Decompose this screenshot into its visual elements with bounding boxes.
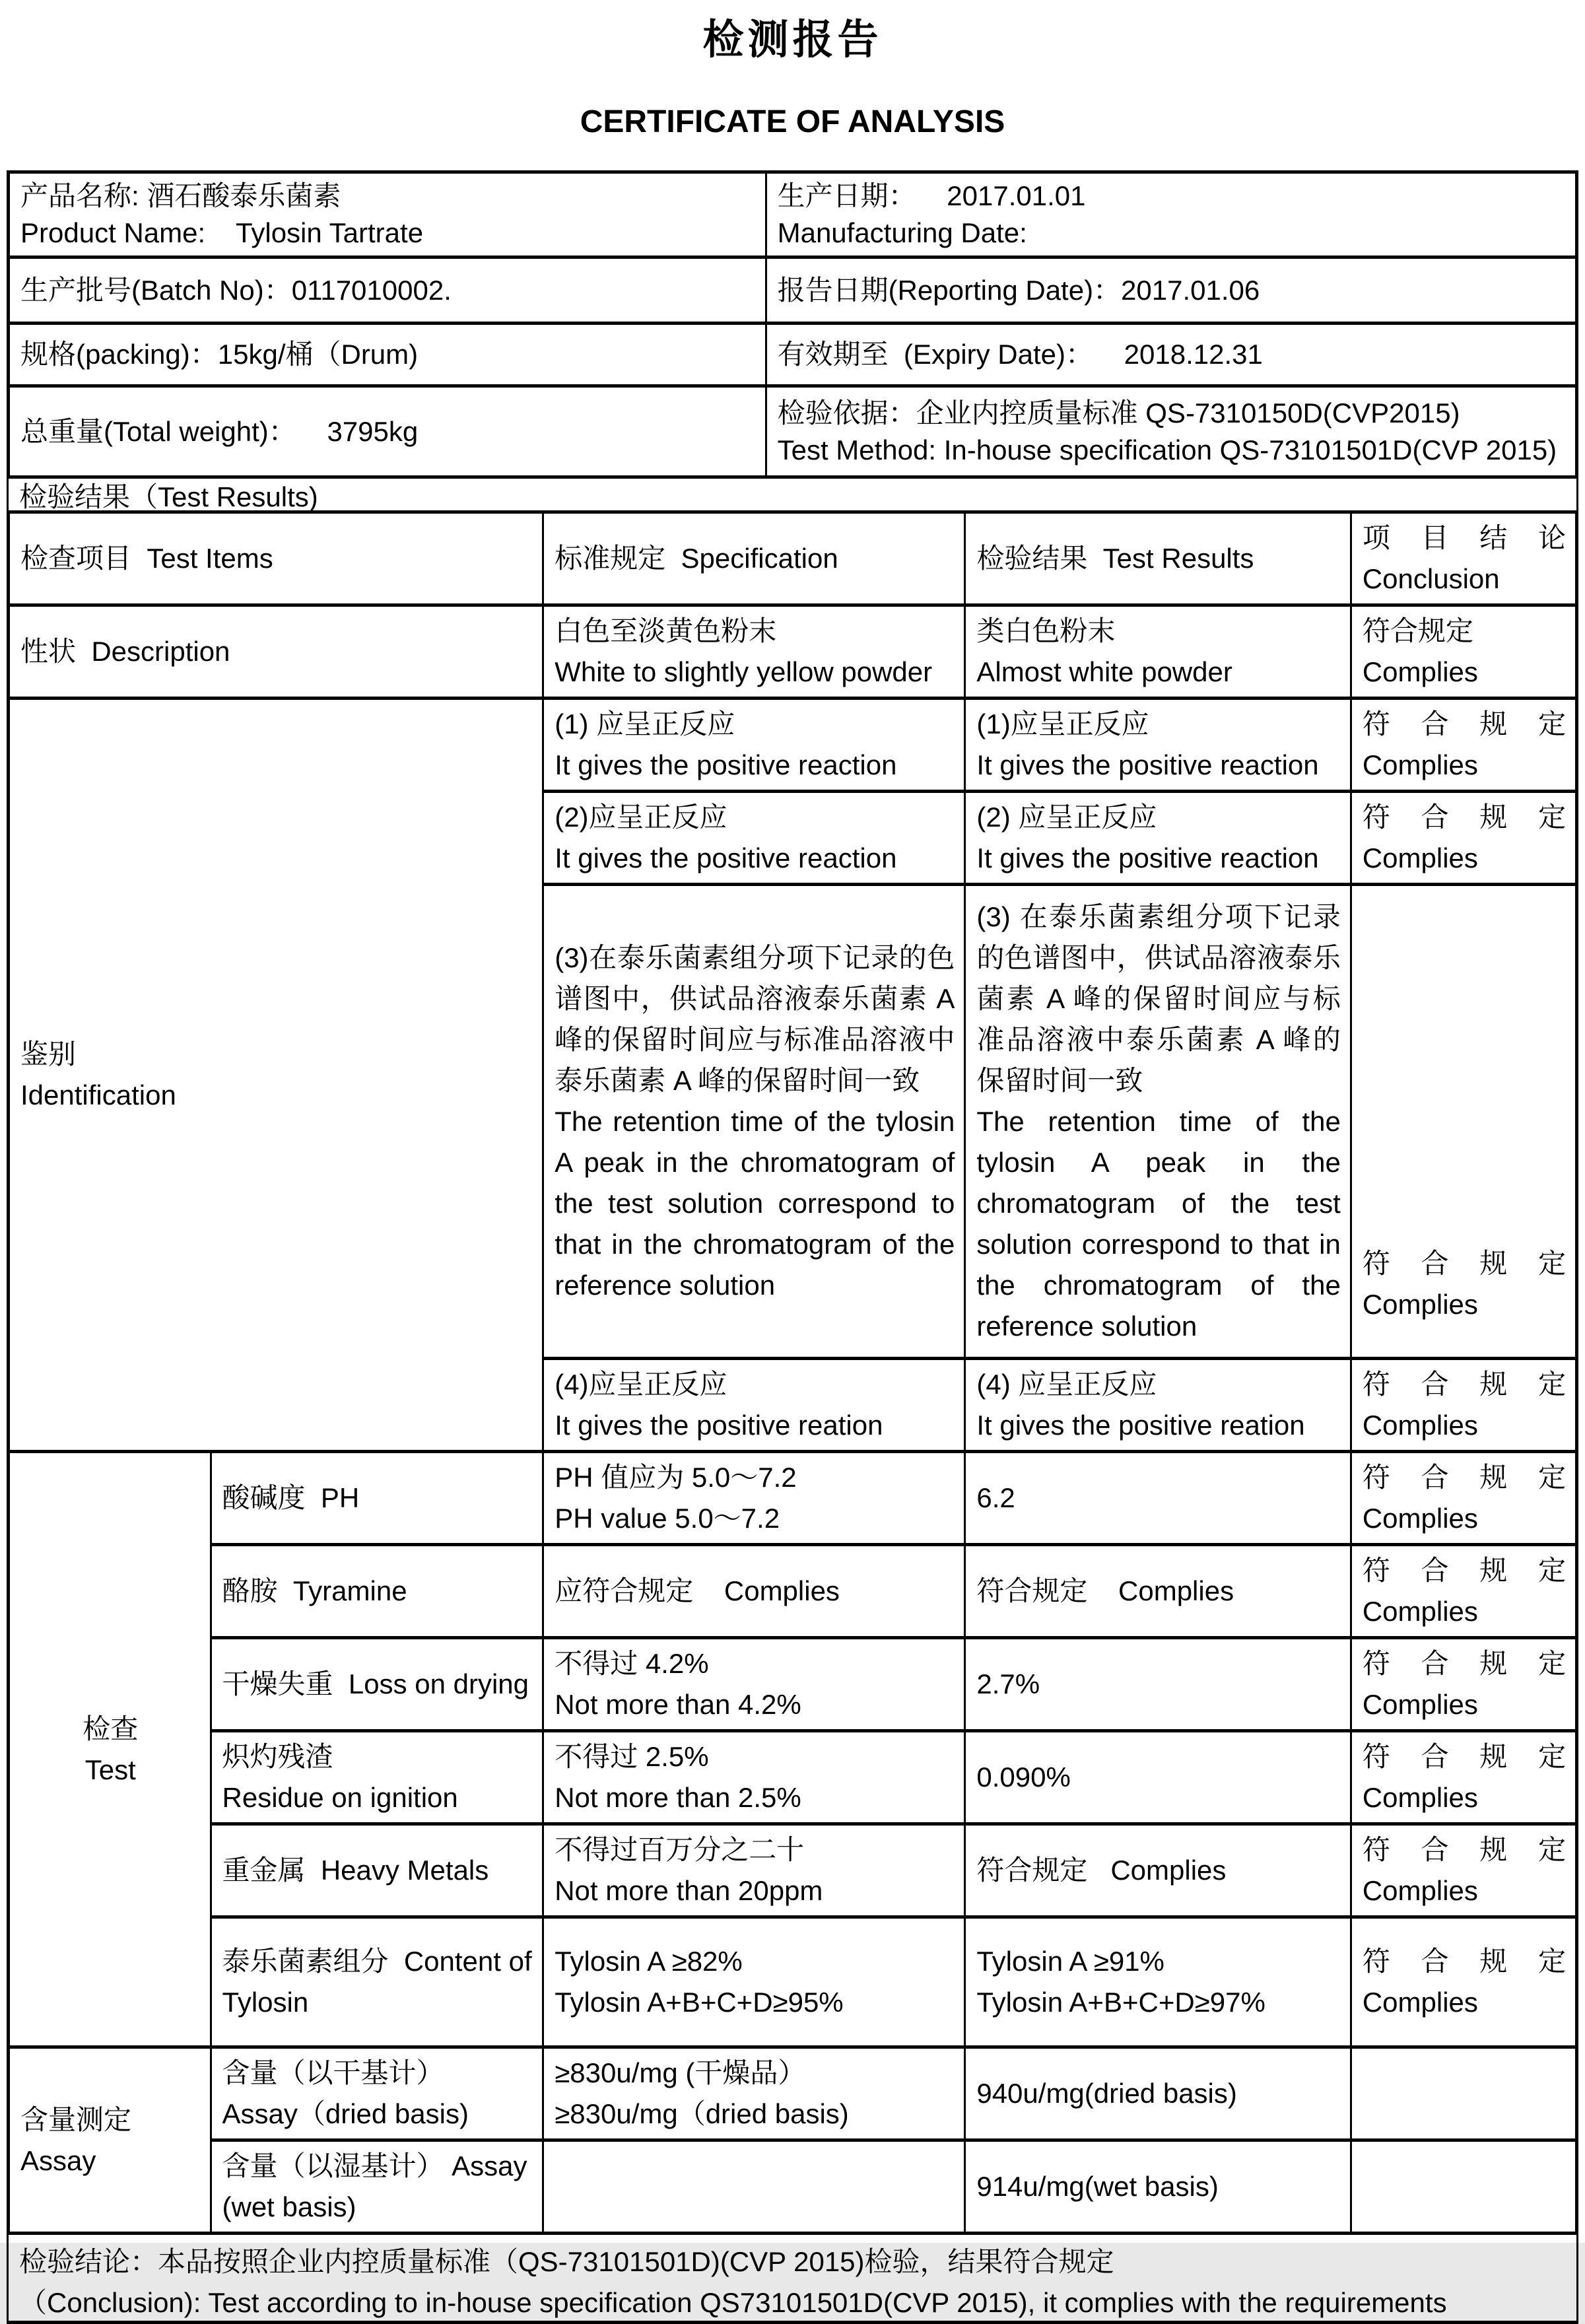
identification-3-conclusion: 符 合 规 定 Complies [1351, 885, 1576, 1359]
manufacturing-date-cell [766, 172, 1576, 257]
ph-conclusion: 符 合 规 定 Complies [1351, 1452, 1576, 1545]
test-section-label: 检查 Test [9, 1452, 211, 2047]
assay-row-wet [9, 2140, 1577, 2234]
heavy-metals-result: 符合规定 Complies [965, 1824, 1351, 1917]
identification-2-conclusion: 符 合 规 定 Complies [1351, 792, 1576, 885]
test-row-loss-on-drying [9, 1638, 1577, 1731]
conclusion-line-cn: 检验结论：本品按照企业内控质量标准（QS-73101501D)(CVP 2015)检验，结果符合规定 [19, 2246, 1114, 2277]
packing-cell [9, 324, 766, 386]
lod-result: 2.7% [965, 1638, 1351, 1731]
tylosin-result: Tylosin A ≥91% Tylosin A+B+C+D≥97% [965, 1917, 1351, 2047]
results-table [7, 510, 1578, 2235]
roi-result: 0.090% [965, 1731, 1351, 1824]
description-row [9, 605, 1577, 699]
tylosin-spec: Tylosin A ≥82% Tylosin A+B+C+D≥95% [543, 1917, 965, 2047]
assay-section-label: 含量测定 Assay [9, 2047, 211, 2234]
identification-label: 鉴别 Identification [9, 699, 543, 1452]
test-method-en: Test Method: In-house specification QS-73101501D(CVP 2015) [777, 434, 1557, 465]
batch-no: 生产批号(Batch No)：0117010002. [20, 274, 452, 306]
lod-item: 干燥失重 Loss on drying [211, 1638, 543, 1731]
reporting-date-cell [766, 257, 1576, 324]
test-row-heavy-metals [9, 1824, 1577, 1917]
assay-dried-result: 940u/mg(dried basis) [965, 2047, 1351, 2140]
test-method-cn: 检验依据：企业内控质量标准 QS-7310150D(CVP2015) [777, 397, 1460, 428]
info-table [7, 170, 1578, 479]
product-name-cn: 产品名称: 酒石酸泰乐菌素 [20, 180, 341, 211]
assay-wet-spec [543, 2140, 965, 2234]
test-row-ph [9, 1452, 1577, 1545]
packing: 规格(packing)：15kg/桶（Drum) [20, 339, 419, 370]
roi-conclusion: 符 合 规 定 Complies [1351, 1731, 1576, 1824]
header-conclusion: 项 目 结 论 Conclusion [1351, 512, 1576, 605]
tyramine-spec: 应符合规定 Complies [543, 1545, 965, 1638]
info-row-3 [9, 324, 1577, 386]
reporting-date: 报告日期(Reporting Date)：2017.01.06 [777, 274, 1260, 306]
page-title-en: CERTIFICATE OF ANALYSIS [580, 104, 1005, 139]
manufacturing-date-cn: 生产日期： 2017.01.01 [777, 180, 1086, 211]
description-result: 类白色粉末 Almost white powder [965, 605, 1351, 699]
description-conclusion: 符合规定 Complies [1351, 605, 1576, 699]
expiry-date: 有效期至 (Expiry Date)： 2018.12.31 [777, 339, 1263, 370]
lod-spec: 不得过 4.2% Not more than 4.2% [543, 1638, 965, 1731]
tylosin-item: 泰乐菌素组分 Content of Tylosin [211, 1917, 543, 2047]
header-test-items: 检查项目 Test Items [9, 512, 543, 605]
heavy-metals-spec: 不得过百万分之二十 Not more than 20ppm [543, 1824, 965, 1917]
header-specification: 标准规定 Specification [543, 512, 965, 605]
identification-row-1 [9, 699, 1577, 792]
expiry-date-cell [766, 324, 1576, 386]
heavy-metals-conclusion: 符 合 规 定 Complies [1351, 1824, 1576, 1917]
conclusion-band [7, 2232, 1578, 2324]
conclusion-line-en: （Conclusion): Test according to in-house specification QS73101501D(CVP 2015), it complies with the requirements [19, 2287, 1447, 2318]
identification-1-result: (1)应呈正反应 It gives the positive reaction [965, 699, 1351, 792]
page-title-cn: 检测报告 [702, 17, 883, 63]
tyramine-conclusion: 符 合 规 定 Complies [1351, 1545, 1576, 1638]
ph-result: 6.2 [965, 1452, 1351, 1545]
identification-4-result: (4) 应呈正反应 It gives the positive reation [965, 1359, 1351, 1452]
header-test-results: 检验结果 Test Results [965, 512, 1351, 605]
product-name-cell [9, 172, 766, 257]
roi-spec: 不得过 2.5% Not more than 2.5% [543, 1731, 965, 1824]
identification-3-spec: (3)在泰乐菌素组分项下记录的色谱图中，供试品溶液泰乐菌素 A 峰的保留时间应与标准品溶液中泰乐菌素 A 峰的保留时间一致 The retention time of the tylosin A peak in the chromatogram of the test solution correspond to that in the chromatogram of the reference solution [543, 885, 965, 1359]
description-spec: 白色至淡黄色粉末 White to slightly yellow powder [543, 605, 965, 699]
identification-4-spec: (4)应呈正反应 It gives the positive reation [543, 1359, 965, 1452]
identification-3-result: (3) 在泰乐菌素组分项下记录的色谱图中，供试品溶液泰乐菌素 A 峰的保留时间应与标准品溶液中泰乐菌素 A 峰的保留时间一致 The retention time of the tylosin A peak in the chromatogram of the test solution correspond to that in the chromatogram of the reference solution [965, 885, 1351, 1359]
assay-dried-spec: ≥830u/mg (干燥品） ≥830u/mg（dried basis) [543, 2047, 965, 2140]
test-row-tylosin-content [9, 1917, 1577, 2047]
identification-2-spec: (2)应呈正反应 It gives the positive reaction [543, 792, 965, 885]
lod-conclusion: 符 合 规 定 Complies [1351, 1638, 1576, 1731]
batch-no-cell [9, 257, 766, 324]
assay-wet-item: 含量（以湿基计） Assay (wet basis) [211, 2140, 543, 2234]
tyramine-result: 符合规定 Complies [965, 1545, 1351, 1638]
info-row-1 [9, 172, 1577, 257]
product-name-en: Product Name: Tylosin Tartrate [20, 217, 424, 248]
assay-wet-conclusion [1351, 2140, 1576, 2234]
manufacturing-date-en: Manufacturing Date: [777, 217, 1027, 248]
description-item: 性状 Description [9, 605, 543, 699]
assay-row-dried [9, 2047, 1577, 2140]
ph-spec: PH 值应为 5.0～7.2 PH value 5.0～7.2 [543, 1452, 965, 1545]
tylosin-conclusion: 符 合 规 定 Complies [1351, 1917, 1576, 2047]
test-method-cell [766, 386, 1576, 477]
test-row-residue-on-ignition [9, 1731, 1577, 1824]
assay-dried-conclusion [1351, 2047, 1576, 2140]
info-row-2 [9, 257, 1577, 324]
results-header-row [9, 512, 1577, 605]
test-results-band: 检验结果（Test Results) [7, 475, 1578, 514]
heavy-metals-item: 重金属 Heavy Metals [211, 1824, 543, 1917]
identification-2-result: (2) 应呈正反应 It gives the positive reaction [965, 792, 1351, 885]
test-row-tyramine [9, 1545, 1577, 1638]
roi-item: 炽灼残渣 Residue on ignition [211, 1731, 543, 1824]
tyramine-item: 酪胺 Tyramine [211, 1545, 543, 1638]
assay-dried-item: 含量（以干基计） Assay（dried basis) [211, 2047, 543, 2140]
info-row-4 [9, 386, 1577, 477]
identification-4-conclusion: 符 合 规 定 Complies [1351, 1359, 1576, 1452]
assay-wet-result: 914u/mg(wet basis) [965, 2140, 1351, 2234]
total-weight: 总重量(Total weight)： 3795kg [20, 415, 419, 447]
identification-1-conclusion: 符 合 规 定 Complies [1351, 699, 1576, 792]
identification-1-spec: (1) 应呈正反应 It gives the positive reaction [543, 699, 965, 792]
total-weight-cell [9, 386, 766, 477]
ph-item: 酸碱度 PH [211, 1452, 543, 1545]
